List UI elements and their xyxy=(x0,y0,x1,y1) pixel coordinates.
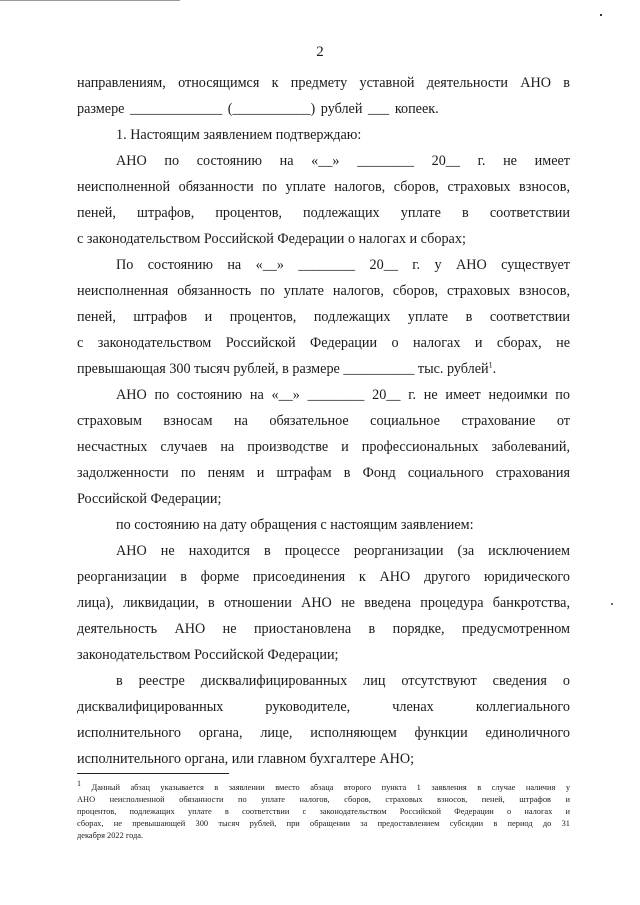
body-line: исполнительного органа, или главном бухгалтере АНО; xyxy=(77,751,415,767)
footnote-reference: 1 xyxy=(488,360,493,370)
body-line-with-footnote: превышающая 300 тысяч рублей, в размере __________ тыс. рублей$^1$. xyxy=(77,360,497,377)
body-line: пеней, штрафов, процентов, подлежащих уплате в соответствии xyxy=(77,205,570,221)
body-line: пеней, штрафов и процентов, подлежащих уплате в соответствии xyxy=(77,309,570,325)
body-line: неисполненная обязанность по уплате налогов, сборов, страховых взносов, xyxy=(77,283,570,299)
body-line: реорганизации в форме присоединения к АНО другого юридического xyxy=(77,569,570,585)
body-line: исполнительного органа, лице, исполняющем функции единоличного xyxy=(77,725,570,741)
body-line: АНО по состоянию на «__» ________ 20__ г. не имеет недоимки по xyxy=(116,387,570,403)
body-line: законодательством Российской Федерации; xyxy=(77,647,339,663)
body-line: размере _____________ (___________) рублей ___ копеек. xyxy=(77,101,439,117)
body-line: страховым взносам на обязательное социальное страхование от xyxy=(77,413,570,429)
body-line: Российской Федерации; xyxy=(77,491,222,507)
body-line: АНО не находится в процессе реорганизации (за исключением xyxy=(116,543,570,559)
body-line-text: превышающая 300 тысяч рублей, в размере __________ тыс. рублей xyxy=(77,361,489,377)
body-line: задолженности по пеням и штрафам в Фонд социального страхования xyxy=(77,465,570,481)
footnote-line: сборах, не превышающей 300 тысяч рублей, при обращении за предоставлением субсидии в период до 31 xyxy=(77,819,570,828)
body-line: деятельность АНО не приостановлена в порядке, предусмотренном xyxy=(77,621,570,637)
footnote-line: декабря 2022 года. xyxy=(77,831,144,840)
scan-speck xyxy=(611,603,613,605)
body-line: по состоянию на дату обращения с настоящим заявлением: xyxy=(116,517,474,533)
footnote-line: процентов, подлежащих уплате в соответствии с законодательством Российской Федерации о налогах и xyxy=(77,807,570,816)
scan-speck xyxy=(600,14,602,16)
body-line: несчастных случаев на производстве и профессиональных заболеваний, xyxy=(77,439,570,455)
footnote-separator xyxy=(77,773,229,774)
scan-edge-line xyxy=(0,0,180,1)
body-line: неисполненной обязанности по уплате налогов, сборов, страховых взносов, xyxy=(77,179,570,195)
body-line: 1. Настоящим заявлением подтверждаю: xyxy=(116,127,362,143)
body-line: лица), ликвидации, в отношении АНО не введена процедура банкротства, xyxy=(77,595,570,611)
body-line: АНО по состоянию на «__» ________ 20__ г. не имеет xyxy=(116,153,570,169)
body-line: дисквалифицированных руководителе, членах коллегиального xyxy=(77,699,570,715)
footnote-marker: 1 xyxy=(77,779,81,789)
body-line: с законодательством Российской Федерации о налогах и сборах; xyxy=(77,231,466,247)
body-line: направлениям, относящимся к предмету уставной деятельности АНО в xyxy=(77,75,570,91)
footnote-line: АНО неисполненной обязанности по уплате налогов, сборов, страховых взносов, пеней, штрафов и xyxy=(77,795,570,804)
body-line: с законодательством Российской Федерации о налогах и сборах, не xyxy=(77,335,570,351)
page-number: 2 xyxy=(316,44,324,60)
body-line: в реестре дисквалифицированных лиц отсутствуют сведения о xyxy=(116,673,570,689)
footnote-text: Данный абзац указывается в заявлении вместо абзаца второго пункта 1 заявления в случае наличия у xyxy=(91,783,571,792)
body-line: По состоянию на «__» ________ 20__ г. у АНО существует xyxy=(116,257,570,273)
footnote-line xyxy=(77,779,571,794)
